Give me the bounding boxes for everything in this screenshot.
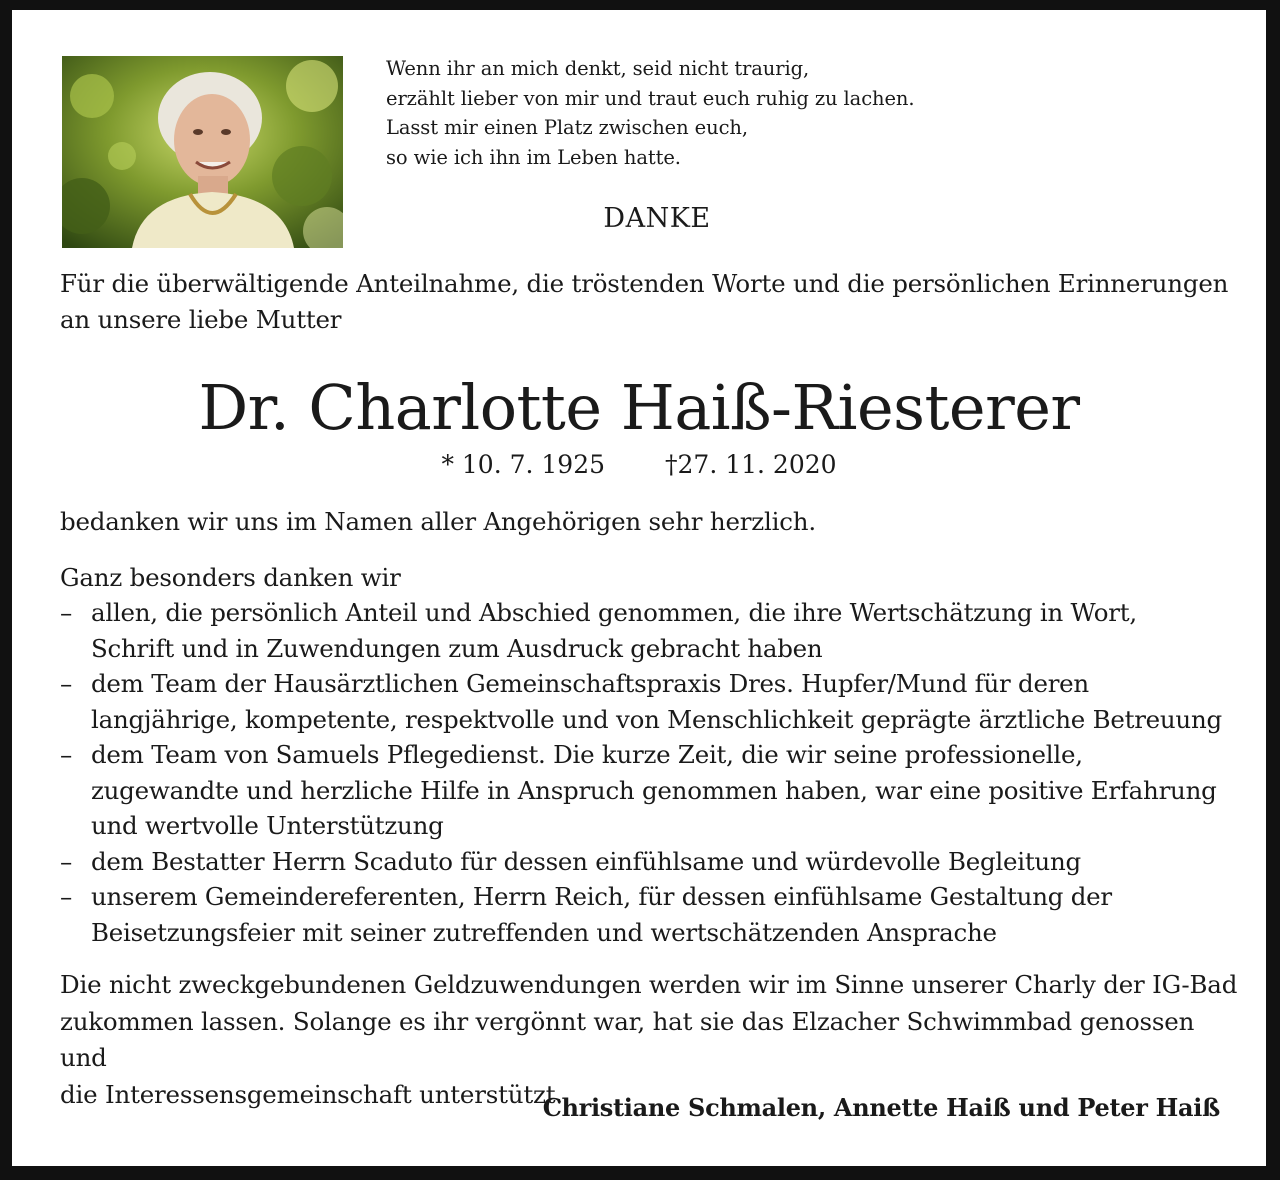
closing-line: zukommen lassen. Solange es ihr vergönnt war, hat sie das Elzacher Schwimmbad genossen und: [60, 1006, 1195, 1072]
poem-line: Wenn ihr an mich denkt, seid nicht traurig,: [386, 57, 810, 80]
dash-bullet: –: [60, 882, 72, 911]
signature: Christiane Schmalen, Annette Haiß und Peter Haiß: [542, 1093, 1220, 1122]
poem-line: so wie ich ihn im Leben hatte.: [386, 145, 681, 169]
list-item-line: und wertvolle Unterstützung: [91, 811, 444, 840]
birth-date: * 10. 7. 1925: [441, 450, 606, 479]
list-item-line: dem Team von Samuels Pflegedienst. Die kurze Zeit, die wir seine professionelle,: [91, 740, 1083, 769]
dash-bullet: –: [60, 740, 72, 769]
closing-paragraph: [60, 967, 1240, 1113]
list-item: [60, 737, 1240, 844]
thanks-line: bedanken wir uns im Namen aller Angehörigen sehr herzlich.: [60, 507, 816, 536]
intro-paragraph: [60, 266, 1228, 338]
poem: [386, 54, 915, 172]
list-item-line: unserem Gemeindereferenten, Herrn Reich, für dessen einfühlsame Gestaltung der: [91, 882, 1112, 911]
list-item-line: dem Bestatter Herrn Scaduto für dessen einfühlsame und würdevolle Begleitung: [91, 846, 1081, 876]
closing-line: Die nicht zweckgebundenen Geldzuwendungen werden wir im Sinne unserer Charly der IG-Bad: [60, 970, 1238, 999]
list-item-line: zugewandte und herzliche Hilfe in Anspruch genommen haben, war eine positive Erfahrung: [91, 775, 1217, 805]
intro-line: an unsere liebe Mutter: [60, 305, 342, 334]
thanks-list: [60, 595, 1240, 950]
intro-line: Für die überwältigende Anteilnahme, die tröstenden Worte und die persönlichen Erinnerungen: [60, 269, 1229, 298]
list-item: [60, 666, 1240, 737]
heading-text: DANKE: [603, 203, 711, 234]
dash-bullet: –: [60, 846, 72, 876]
list-item-line: langjährige, kompetente, respektvolle und von Menschlichkeit geprägte ärztliche Betreuung: [91, 704, 1222, 734]
list-item: [60, 595, 1240, 666]
life-dates: [12, 450, 1266, 479]
list-lead: Ganz besonders danken wir: [60, 563, 401, 592]
death-date: †27. 11. 2020: [665, 450, 837, 479]
list-item: [60, 879, 1240, 950]
dash-bullet: –: [60, 669, 72, 698]
deceased-name: Dr. Charlotte Haiß-Riesterer: [198, 371, 1080, 444]
list-item-line: Beisetzungsfeier mit seiner zutreffenden und wertschätzenden Ansprache: [91, 917, 997, 947]
list-item-line: allen, die persönlich Anteil und Abschied genommen, die ihre Wertschätzung in Wort,: [91, 598, 1137, 627]
list-item: [60, 844, 1240, 880]
list-item-line: dem Team der Hausärztlichen Gemeinschaftspraxis Dres. Hupfer/Mund für deren: [91, 669, 1089, 698]
poem-line: Lasst mir einen Platz zwischen euch,: [386, 116, 748, 139]
dash-bullet: –: [60, 598, 72, 627]
obituary-card: [12, 10, 1266, 1166]
heading: [12, 203, 1266, 234]
closing-line: die Interessensgemeinschaft unterstützt.: [60, 1079, 563, 1109]
list-item-line: Schrift und in Zuwendungen zum Ausdruck gebracht haben: [91, 633, 823, 663]
poem-line: erzählt lieber von mir und traut euch ruhig zu lachen.: [386, 86, 915, 110]
